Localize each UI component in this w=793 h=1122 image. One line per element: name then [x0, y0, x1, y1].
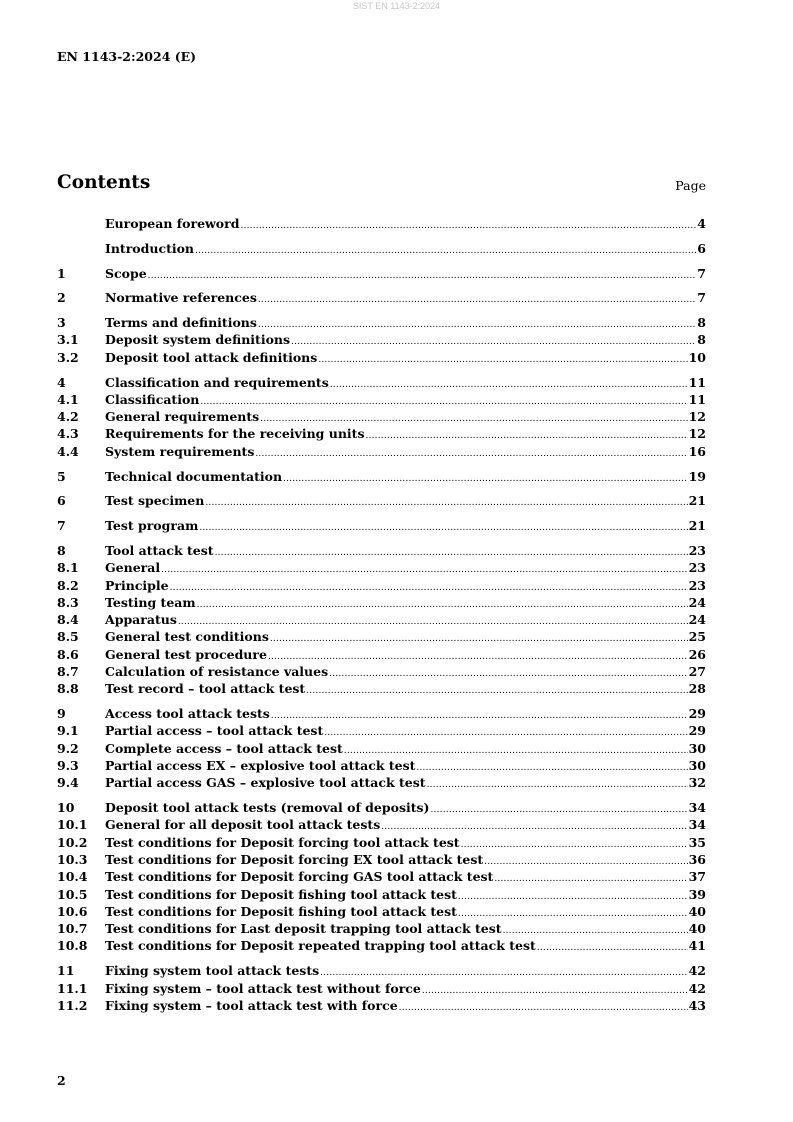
toc-section-title: Introduction	[105, 240, 195, 256]
toc-dot-leader	[270, 631, 688, 648]
toc-page-number: 29	[688, 706, 706, 722]
toc-dot-leader	[240, 218, 696, 235]
toc-section-number: 9.4	[57, 775, 79, 791]
toc-section-title: General	[105, 560, 161, 576]
toc-section-title: Deposit system definitions	[105, 332, 291, 348]
toc-section-title: Testing team	[105, 594, 196, 610]
toc-dot-leader	[195, 243, 696, 260]
toc-entry[interactable]	[57, 980, 706, 997]
toc-dot-leader	[283, 471, 688, 488]
toc-page-number: 23	[688, 560, 706, 576]
toc-entry[interactable]	[57, 868, 706, 885]
toc-page-number: 23	[688, 542, 706, 558]
toc-section-title: Test conditions for Deposit forcing EX tool attack test	[105, 852, 484, 867]
toc-section-number: 7	[57, 518, 66, 534]
toc-entry[interactable]	[57, 680, 706, 697]
toc-entry[interactable]	[57, 240, 706, 257]
toc-page-number: 32	[688, 775, 706, 791]
toc-entry[interactable]	[57, 517, 706, 534]
toc-page-number: 8	[697, 315, 706, 331]
toc-page-number: 16	[688, 443, 706, 459]
toc-dot-leader	[484, 854, 687, 871]
toc-section-title: General test procedure	[105, 646, 267, 662]
toc-entry[interactable]	[57, 816, 706, 833]
toc-entry[interactable]	[57, 492, 706, 509]
toc-page-number: 8	[697, 332, 706, 348]
toc-page-number: 30	[688, 740, 706, 756]
toc-page-number: 23	[688, 577, 706, 593]
toc-entry[interactable]	[57, 594, 706, 611]
toc-dot-leader	[422, 983, 688, 1000]
toc-section-number: 11.1	[57, 980, 88, 996]
toc-section-number: 3.2	[57, 349, 79, 365]
toc-section-number: 10.1	[57, 817, 88, 833]
toc-entry[interactable]	[57, 425, 706, 442]
toc-section-title: Normative references	[105, 290, 257, 306]
toc-entry[interactable]	[57, 962, 706, 979]
toc-section-number: 3	[57, 315, 66, 331]
toc-page-number: 12	[688, 409, 706, 425]
toc-page-number: 41	[688, 938, 706, 954]
toc-entry[interactable]	[57, 903, 706, 920]
toc-section-number: 11.2	[57, 997, 88, 1013]
toc-page-number: 34	[688, 800, 706, 816]
toc-entry[interactable]	[57, 834, 706, 851]
toc-entry[interactable]	[57, 757, 706, 774]
toc-page-number: 11	[688, 374, 706, 390]
toc-entry[interactable]	[57, 611, 706, 628]
toc-entry[interactable]	[57, 997, 706, 1014]
toc-page-number: 11	[688, 391, 706, 407]
toc-section-number: 8	[57, 542, 66, 558]
toc-section-number: 5	[57, 468, 66, 484]
toc-dot-leader	[318, 352, 687, 369]
toc-dot-leader	[268, 649, 688, 666]
toc-section-title: Fixing system – tool attack test without force	[105, 980, 421, 996]
toc-entry[interactable]	[57, 314, 706, 331]
toc-dot-leader	[329, 666, 687, 683]
toc-section-title: Fixing system – tool attack test with force	[105, 997, 398, 1013]
toc-page-number: 26	[688, 646, 706, 662]
toc-entry[interactable]	[57, 289, 706, 306]
toc-entry[interactable]	[57, 937, 706, 954]
toc-dot-leader	[458, 889, 688, 906]
toc-entry[interactable]	[57, 443, 706, 460]
toc-dot-leader	[399, 1000, 688, 1017]
toc-entry[interactable]	[57, 799, 706, 816]
toc-page-number: 19	[688, 468, 706, 484]
toc-section-title: Test record – tool attack test	[105, 681, 306, 697]
toc-section-number: 2	[57, 290, 66, 306]
toc-page-number: 27	[688, 664, 706, 680]
toc-section-title: Access tool attack tests	[105, 706, 270, 722]
toc-page-number: 42	[688, 963, 706, 979]
toc-entry[interactable]	[57, 265, 706, 282]
watermark: SIST EN 1143-2:2024	[352, 1, 441, 11]
toc-section-number: 10.5	[57, 886, 88, 902]
toc-page-number: 28	[688, 681, 706, 697]
toc-page-number: 21	[688, 518, 706, 534]
toc-section-number: 10.6	[57, 903, 88, 919]
toc-section-title: European foreword	[105, 216, 240, 231]
toc-section-title: General requirements	[105, 409, 260, 425]
toc-section-title: General for all deposit tool attack tests	[105, 817, 381, 833]
toc-page-number: 40	[688, 921, 706, 937]
toc-dot-leader	[324, 725, 687, 742]
page-column-label: Page	[675, 178, 706, 193]
toc-section-title: Deposit tool attack definitions	[105, 349, 318, 365]
toc-page-number: 25	[688, 629, 706, 645]
toc-section-title: System requirements	[105, 443, 255, 459]
toc-entry[interactable]	[57, 920, 706, 937]
toc-dot-leader	[148, 268, 697, 285]
toc-entry[interactable]	[57, 408, 706, 425]
toc-entry[interactable]	[57, 663, 706, 680]
toc-section-title: Complete access – tool attack test	[105, 740, 343, 756]
toc-section-number: 8.2	[57, 577, 79, 593]
toc-entry[interactable]	[57, 740, 706, 757]
toc-section-number: 6	[57, 493, 66, 509]
page-number: 2	[57, 1073, 66, 1088]
toc-dot-leader	[205, 495, 687, 512]
toc-section-number: 4.4	[57, 443, 79, 459]
toc-dot-leader	[494, 871, 687, 888]
toc-section-number: 8.8	[57, 681, 79, 697]
toc-entry[interactable]	[57, 722, 706, 739]
toc-dot-leader	[430, 802, 687, 819]
toc-section-title: Partial access – tool attack test	[105, 723, 324, 739]
toc-section-title: Scope	[105, 265, 147, 281]
toc-dot-leader	[291, 334, 696, 351]
toc-page-number: 36	[688, 852, 706, 867]
toc-entry[interactable]	[57, 774, 706, 791]
toc-dot-leader	[170, 580, 688, 597]
toc-page-number: 40	[688, 903, 706, 919]
toc-section-number: 4.1	[57, 391, 79, 407]
toc-entry[interactable]	[57, 646, 706, 663]
toc-section-number: 8.5	[57, 629, 79, 645]
toc-section-number: 4.2	[57, 409, 79, 425]
toc-dot-leader	[255, 446, 687, 463]
toc-section-title: Deposit tool attack tests (removal of deposits)	[105, 800, 430, 816]
toc-page-number: 7	[697, 265, 706, 281]
contents-heading: Contents	[57, 172, 151, 193]
toc-section-title: Test conditions for Last deposit trapping tool attack test	[105, 921, 502, 937]
toc-section-number: 9.3	[57, 758, 79, 774]
toc-section-number: 8.3	[57, 594, 79, 610]
toc-section-title: Classification and requirements	[105, 374, 329, 390]
toc-dot-leader	[161, 562, 687, 579]
toc-section-title: Terms and definitions	[105, 315, 257, 331]
toc-dot-leader	[427, 777, 688, 794]
toc-section-number: 1	[57, 265, 66, 281]
toc-section-title: Apparatus	[105, 612, 177, 628]
toc-dot-leader	[366, 428, 688, 445]
toc-page-number: 39	[688, 886, 706, 902]
toc-section-number: 10.8	[57, 938, 88, 954]
toc-dot-leader	[271, 708, 688, 725]
toc-page-number: 12	[688, 426, 706, 442]
toc-section-title: Technical documentation	[105, 468, 283, 484]
toc-section-title: Partial access GAS – explosive tool attack test	[105, 775, 426, 791]
toc-entry[interactable]	[57, 542, 706, 559]
toc-dot-leader	[416, 760, 687, 777]
toc-section-title: Tool attack test	[105, 542, 214, 558]
toc-dot-leader	[330, 377, 688, 394]
toc-section-number: 3.1	[57, 332, 79, 348]
toc-dot-leader	[258, 317, 696, 334]
toc-dot-leader	[215, 545, 688, 562]
toc-entry[interactable]	[57, 468, 706, 485]
toc-page-number: 10	[688, 349, 706, 365]
toc-section-number: 10.4	[57, 869, 88, 885]
toc-page-number: 24	[688, 594, 706, 610]
toc-section-number: 8.1	[57, 560, 79, 576]
toc-page-number: 4	[697, 216, 706, 231]
toc-entry[interactable]	[57, 215, 706, 232]
toc-section-number: 9.1	[57, 723, 79, 739]
toc-page-number: 37	[688, 869, 706, 885]
toc-section-title: General test conditions	[105, 629, 269, 645]
toc-dot-leader	[306, 683, 687, 700]
toc-dot-leader	[199, 520, 687, 537]
toc-section-number: 10.2	[57, 834, 88, 850]
toc-dot-leader	[200, 394, 687, 411]
toc-page-number: 21	[688, 493, 706, 509]
toc-page-number: 24	[688, 612, 706, 628]
toc-page-number: 35	[688, 834, 706, 850]
toc-page-number: 29	[688, 723, 706, 739]
toc-section-number: 4.3	[57, 426, 79, 442]
toc-section-number: 11	[57, 963, 75, 979]
toc-entry[interactable]	[57, 349, 706, 366]
toc-page-number: 30	[688, 758, 706, 774]
toc-section-number: 10.3	[57, 852, 88, 867]
toc-section-title: Calculation of resistance values	[105, 664, 329, 680]
toc-page-number: 43	[688, 997, 706, 1013]
toc-entry[interactable]	[57, 628, 706, 645]
toc-section-title: Test specimen	[105, 493, 205, 509]
toc-section-number: 9	[57, 706, 66, 722]
toc-section-title: Test conditions for Deposit fishing tool attack test	[105, 886, 457, 902]
toc-dot-leader	[258, 292, 696, 309]
toc-section-title: Principle	[105, 577, 169, 593]
toc-entry[interactable]	[57, 577, 706, 594]
toc-entry[interactable]	[57, 851, 706, 868]
toc-page-number: 6	[697, 240, 706, 256]
toc-dot-leader	[461, 837, 688, 854]
toc-page-number: 42	[688, 980, 706, 996]
toc-section-number: 10.7	[57, 921, 88, 937]
document-id: EN 1143-2:2024 (E)	[57, 49, 197, 64]
toc-section-title: Test conditions for Deposit repeated trapping tool attack test	[105, 938, 536, 954]
toc-section-title: Partial access EX – explosive tool attack test	[105, 758, 416, 774]
toc-section-title: Test conditions for Deposit fishing tool attack test	[105, 903, 457, 919]
toc-section-title: Test conditions for Deposit forcing tool attack test	[105, 834, 460, 850]
toc-entry[interactable]	[57, 559, 706, 576]
toc-section-number: 9.2	[57, 740, 79, 756]
toc-section-number: 4	[57, 374, 66, 390]
toc-page-number: 34	[688, 817, 706, 833]
toc-section-title: Requirements for the receiving units	[105, 426, 365, 442]
toc-section-number: 8.7	[57, 664, 79, 680]
toc-entry[interactable]	[57, 705, 706, 722]
table-of-contents	[57, 215, 706, 1014]
toc-page-number: 7	[697, 290, 706, 306]
toc-section-title: Test conditions for Deposit forcing GAS tool attack test	[105, 869, 494, 885]
toc-dot-leader	[537, 940, 688, 957]
toc-section-title: Test program	[105, 518, 199, 534]
toc-section-number: 10	[57, 800, 75, 816]
toc-section-number: 8.4	[57, 612, 79, 628]
toc-section-title: Fixing system tool attack tests	[105, 963, 320, 979]
toc-section-number: 8.6	[57, 646, 79, 662]
toc-dot-leader	[197, 597, 688, 614]
toc-entry[interactable]	[57, 374, 706, 391]
toc-entry[interactable]	[57, 391, 706, 408]
toc-section-title: Classification	[105, 391, 200, 407]
toc-entry[interactable]	[57, 886, 706, 903]
toc-entry[interactable]	[57, 331, 706, 348]
